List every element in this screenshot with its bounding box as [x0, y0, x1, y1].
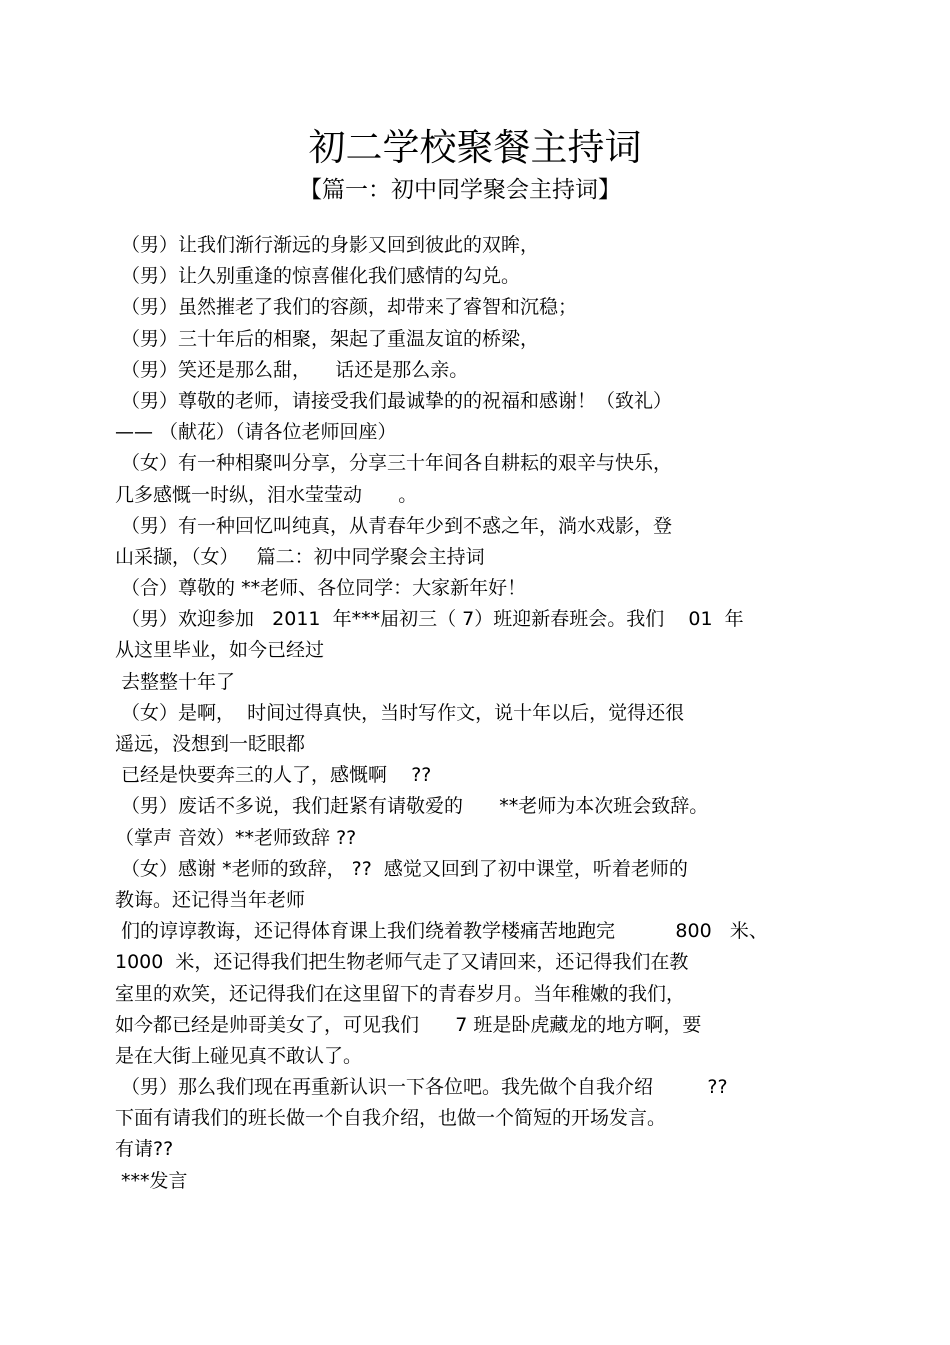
body-line: （女）感谢 *老师的致辞， ?? 感觉又回到了初中课堂，听着老师的 — [115, 857, 688, 880]
body-line: （男）废话不多说，我们赶紧有请敬爱的 **老师为本次班会致辞。 — [115, 795, 709, 818]
document-subtitle: 【篇一：初中同学聚会主持词】 — [299, 177, 621, 203]
body-line: （男）有一种回忆叫纯真，从青春年少到不惑之年，淌水戏影，登 — [115, 514, 673, 537]
body-line: 已经是快要奔三的人了，感慨啊 ?? — [115, 764, 432, 787]
body-line: 是在大街上碰见真不敢认了。 — [115, 1044, 363, 1067]
body-line: 下面有请我们的班长做一个自我介绍，也做一个简短的开场发言。 — [115, 1107, 667, 1130]
body-line: 几多感慨一时纵，泪水莹莹动 。 — [115, 483, 418, 506]
body-line: 去整整十年了 — [115, 670, 236, 693]
body-line: 山采撷，（女） 篇二：初中同学聚会主持词 — [115, 545, 485, 568]
body-line: （女）是啊， 时间过得真快，当时写作文，说十年以后，觉得还很 — [115, 701, 685, 724]
body-line: 遥远，没想到一眨眼都 — [115, 733, 306, 755]
body-line: （男）那么我们现在再重新认识一下各位吧。我先做个自我介绍 ?? — [115, 1076, 728, 1099]
body-line: 1000 米，还记得我们把生物老师气走了又请回来，还记得我们在教 — [115, 951, 689, 974]
body-line: 们的谆谆教诲，还记得体育课上我们绕着教学楼痛苦地跑完 800 米、 — [115, 920, 768, 943]
body-line: （男）让久别重逢的惊喜催化我们感情的勾兑。 — [115, 265, 521, 288]
body-line: 有请?? — [115, 1138, 174, 1161]
body-line: 室里的欢笑，还记得我们在这里留下的青春岁月。当年稚嫩的我们， — [115, 982, 686, 1005]
body-line: ***发言 — [115, 1169, 188, 1192]
body-line: 教诲。还记得当年老师 — [115, 888, 306, 911]
body-line: （掌声 音效）**老师致辞 ?? — [115, 826, 357, 849]
body-line: （男）尊敬的老师，请接受我们最诚挚的的祝福和感谢！（致礼） — [115, 389, 673, 412]
body-line: （男）虽然摧老了我们的容颜，却带来了睿智和沉稳； — [115, 296, 578, 319]
body-line: （男）欢迎参加 2011 年***届初三（ 7）班迎新春班会。我们 01 年 — [115, 608, 744, 631]
document-body — [115, 230, 895, 1197]
body-line: 从这里毕业，如今已经过 — [115, 639, 325, 662]
body-line: 如今都已经是帅哥美女了，可见我们 7 班是卧虎藏龙的地方啊，要 — [115, 1013, 702, 1036]
body-line: —— （献花）（请各位老师回座） — [115, 421, 397, 444]
body-line: （女）有一种相聚叫分享，分享三十年间各自耕耘的艰辛与快乐， — [115, 452, 673, 475]
document-title: 初二学校聚餐主持词 — [308, 126, 642, 169]
body-line: （男）三十年后的相聚，架起了重温友谊的桥梁， — [115, 327, 540, 350]
body-line: （合）尊敬的 **老师、各位同学：大家新年好！ — [115, 577, 527, 600]
body-line: （男）笑还是那么甜， 话还是那么亲。 — [115, 358, 469, 381]
body-line: （男）让我们渐行渐远的身影又回到彼此的双眸， — [115, 234, 540, 256]
